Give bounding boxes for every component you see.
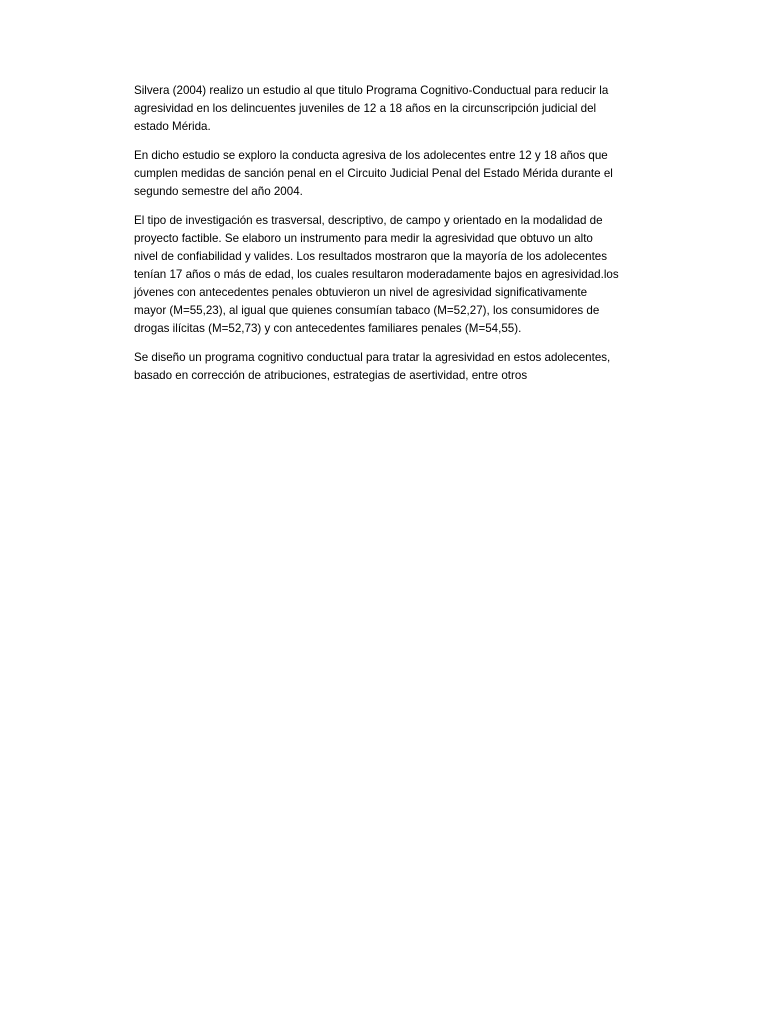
paragraph-1: Silvera (2004) realizo un estudio al que titulo Programa Cognitivo-Conductual para reducir la agresividad en los delincuentes juveniles de 12 a 18 años en la circunscripción judicial del estado Mérida. (134, 84, 609, 133)
paragraph-4: Se diseño un programa cognitivo conductual para tratar la agresividad en estos adolecentes, basado en corrección de atribuciones, estrategias de asertividad, entre otros (134, 351, 611, 382)
paragraph-2: En dicho estudio se exploro la conducta agresiva de los adolecentes entre 12 y 18 años que cumplen medidas de sanción penal en el Circuito Judicial Penal del Estado Mérida durante el segundo semestre del año 2004. (134, 149, 613, 198)
paragraph-3: El tipo de investigación es trasversal, descriptivo, de campo y orientado en la modalidad de proyecto factible. Se elaboro un instrumento para medir la agresividad que obtuvo un alto nivel de confiabilidad y valides. Los resultados mostraron que la mayoría de los adolecentes tenían 17 años o más de edad, los cuales resultaron moderadamente bajos en agresividad.los jóvenes con antecedentes penales obtuvieron un nivel de agresividad significativamente mayor (M=55,23), al igual que quienes consumían tabaco (M=52,27), los consumidores de drogas ilícitas (M=52,73) y con antecedentes familiares penales (M=54,55). (134, 214, 619, 335)
document-body (134, 82, 634, 396)
